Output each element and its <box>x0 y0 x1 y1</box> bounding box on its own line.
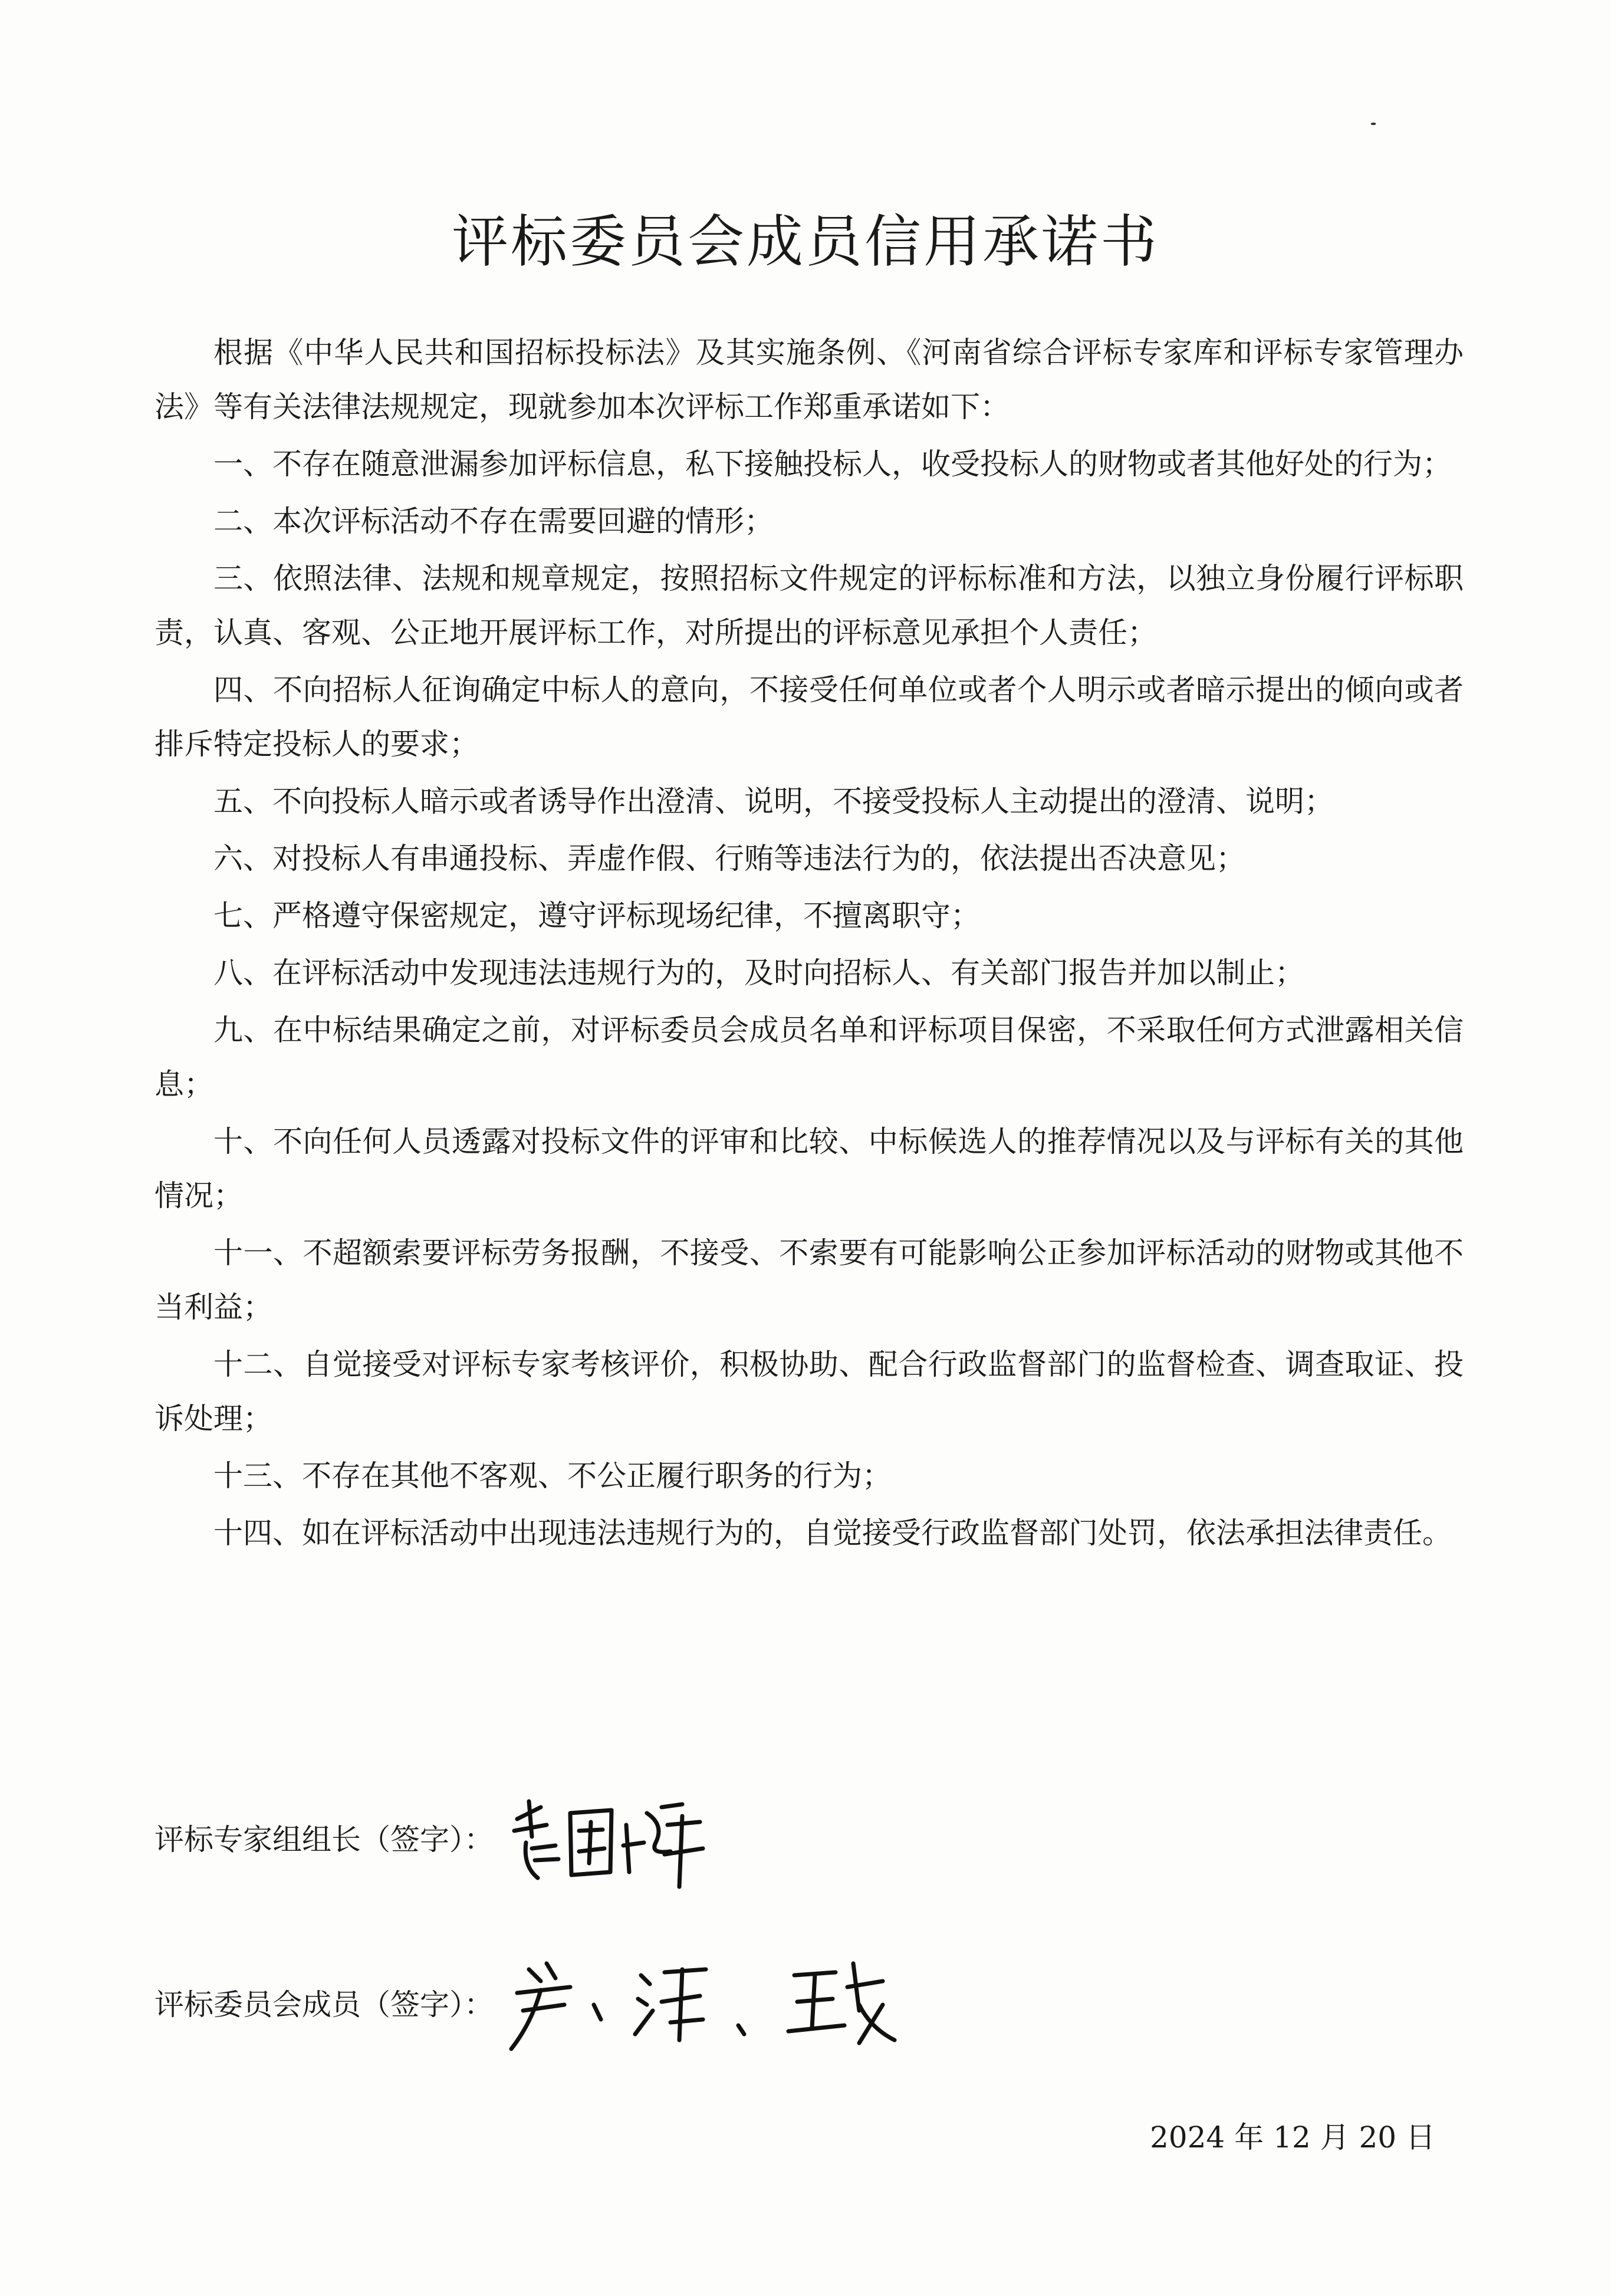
leader-handwritten-signature <box>505 1790 729 1890</box>
intro-paragraph: 根据《中华人民共和国招标投标法》及其实施条例、《河南省综合评标专家库和评标专家管理办法》等有关法律法规规定，现就参加本次评标工作郑重承诺如下： <box>154 335 1464 424</box>
clause-1: 一、不存在随意泄漏参加评标信息，私下接触投标人，收受投标人的财物或者其他好处的行为； <box>213 447 1452 481</box>
clause-6: 六、对投标人有串通投标、弄虚作假、行贿等违法行为的，依法提出否决意见； <box>213 841 1245 876</box>
clause-4: 四、不向招标人征询确定中标人的意向，不接受任何单位或者个人明示或者暗示提出的倾向或者排斥特定投标人的要求； <box>154 673 1464 761</box>
clause-12: 十二、自觉接受对评标专家考核评价，积极协助、配合行政监督部门的监督检查、调查取证、投诉处理； <box>154 1347 1464 1436</box>
clause-13: 十三、不存在其他不客观、不公正履行职务的行为； <box>213 1459 892 1493</box>
clause-10: 十、不向任何人员透露对投标文件的评审和比较、中标候选人的推荐情况以及与评标有关的其他情况； <box>154 1124 1464 1213</box>
scan-artifact-dot <box>1371 123 1376 125</box>
clause-14: 十四、如在评标活动中出现违法违规行为的，自觉接受行政监督部门处罚，依法承担法律责任。 <box>213 1516 1452 1550</box>
clause-2: 二、本次评标活动不存在需要回避的情形； <box>213 504 774 538</box>
members-handwritten-signatures <box>505 1946 930 2064</box>
leader-signature-row <box>154 1790 729 1890</box>
document-title: 评标委员会成员信用承诺书 <box>452 209 1159 275</box>
clause-11: 十一、不超额索要评标劳务报酬，不接受、不索要有可能影响公正参加评标活动的财物或其他不当利益； <box>154 1236 1464 1324</box>
members-signature-label: 评标委员会成员（签字）： <box>154 1988 494 2022</box>
clause-9: 九、在中标结果确定之前，对评标委员会成员名单和评标项目保密，不采取任何方式泄露相关信息； <box>154 1013 1464 1101</box>
signing-date: 2024 年 12 月 20 日 <box>1150 2120 1435 2154</box>
leader-signature-label: 评标专家组组长（签字）： <box>154 1823 494 1857</box>
clause-3: 三、依照法律、法规和规章规定，按照招标文件规定的评标标准和方法，以独立身份履行评标职责，认真、客观、公正地开展评标工作，对所提出的评标意见承担个人责任； <box>154 561 1464 650</box>
members-signature-row <box>154 1946 930 2064</box>
commitment-body <box>154 325 1464 1563</box>
clause-5: 五、不向投标人暗示或者诱导作出澄清、说明，不接受投标人主动提出的澄清、说明； <box>213 784 1334 818</box>
clause-7: 七、严格遵守保密规定，遵守评标现场纪律，不擅离职守； <box>213 899 980 933</box>
clause-8: 八、在评标活动中发现违法违规行为的，及时向招标人、有关部门报告并加以制止； <box>213 956 1304 990</box>
